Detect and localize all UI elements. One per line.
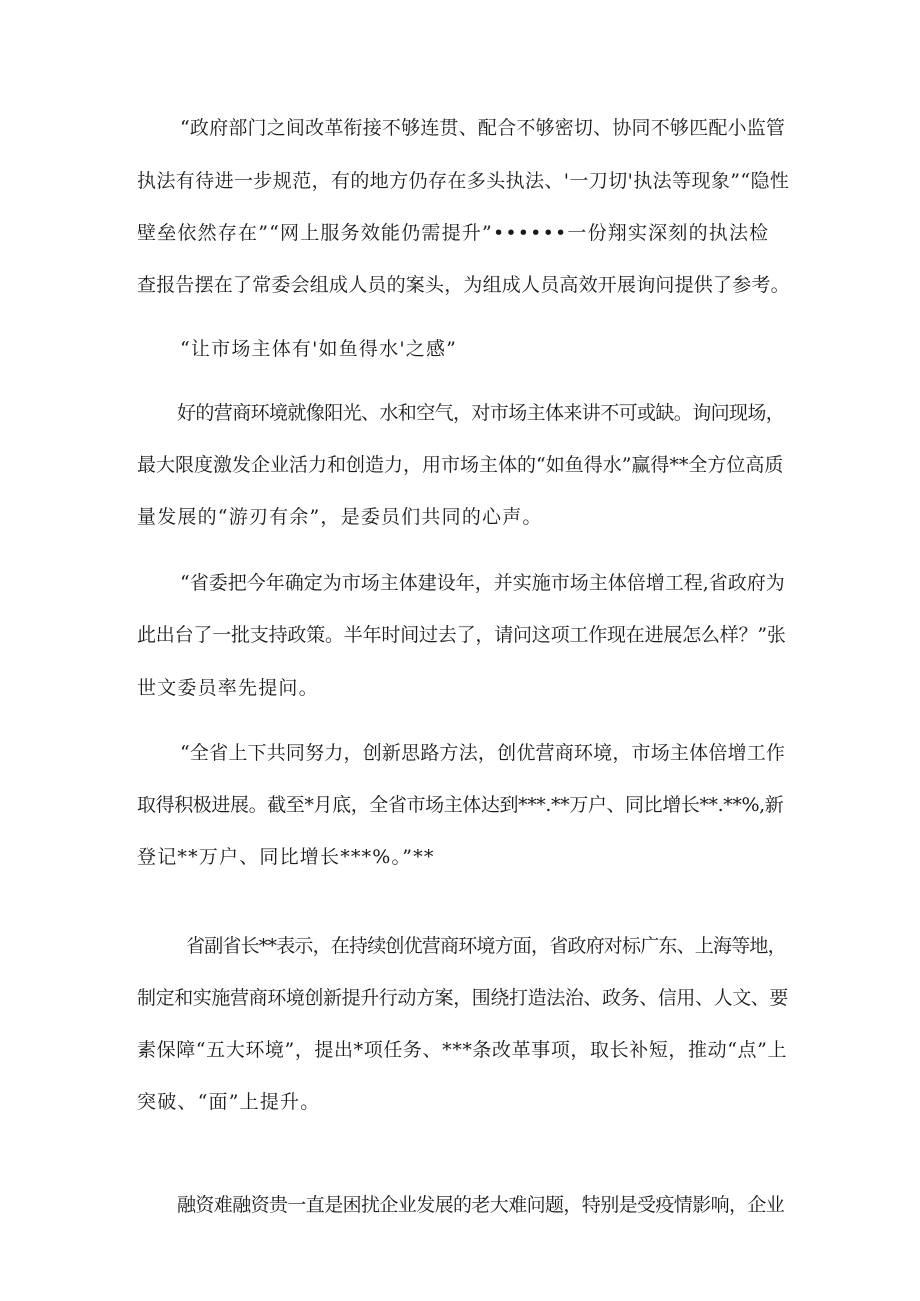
- paragraph-5-line-2: 制定和实施营商环境创新提升行动方案，围绕打造法治、政务、信用、人文、要: [137, 987, 789, 1009]
- paragraph-3-line-1: “省委把今年确定为市场主体建设年，并实施市场主体倍增工程,省政府为: [180, 572, 785, 594]
- paragraph-1-line-2: 执法有待进一步规范，有的地方仍存在多头执法、'一刀切'执法等现象”“隐性: [137, 170, 790, 192]
- paragraph-5-line-4: 突破、“面”上提升。: [137, 1091, 321, 1113]
- paragraph-2-line-1: 好的营商环境就像阳光、水和空气，对市场主体来讲不可或缺。询问现场，: [177, 402, 785, 424]
- paragraph-3-line-2: 此出台了一批支持政策。半年时间过去了，请问这项工作现在进展怎么样？”张: [137, 624, 786, 646]
- paragraph-6-line-1: 融资难融资贵一直是困扰企业发展的老大难问题，特别是受疫情影响，企业: [177, 1194, 785, 1216]
- paragraph-1-line-3: 壁垒依然存在”“网上服务效能仍需提升”••••••一份翔实深刻的执法检: [137, 222, 770, 244]
- paragraph-1-line-1: “政府部门之间改革衔接不够连贯、配合不够密切、协同不够匹配小监管: [180, 117, 786, 139]
- paragraph-4-line-3: 登记**万户、同比增长***%。”**: [137, 846, 435, 868]
- paragraph-2-line-2: 最大限度激发企业活力和创造力，用市场主体的“如鱼得水”赢得**全方位高质: [137, 454, 784, 476]
- paragraph-4-line-2: 取得积极进展。截至*月底，全省市场主体达到***.**万户、同比增长**.**%,新: [137, 794, 784, 816]
- paragraph-2-line-3: 量发展的“游刃有余”，是委员们共同的心声。: [137, 506, 543, 528]
- paragraph-3-line-3: 世文委员率先提问。: [137, 677, 319, 699]
- section-heading: “让市场主体有'如鱼得水'之感”: [180, 338, 458, 360]
- paragraph-5-line-3: 素保障“五大环境”，提出*项任务、***条改革事项，取长补短，推动“点”上: [137, 1039, 788, 1061]
- paragraph-4-line-1: “全省上下共同努力，创新思路方法，创优营商环境，市场主体倍增工作: [180, 742, 786, 764]
- paragraph-1-line-4: 查报告摆在了常委会组成人员的案头，为组成人员高效开展询问提供了参考。: [137, 274, 790, 296]
- paragraph-5-line-1: 省副省长**表示，在持续创优营商环境方面，省政府对标广东、上海等地，: [186, 935, 786, 957]
